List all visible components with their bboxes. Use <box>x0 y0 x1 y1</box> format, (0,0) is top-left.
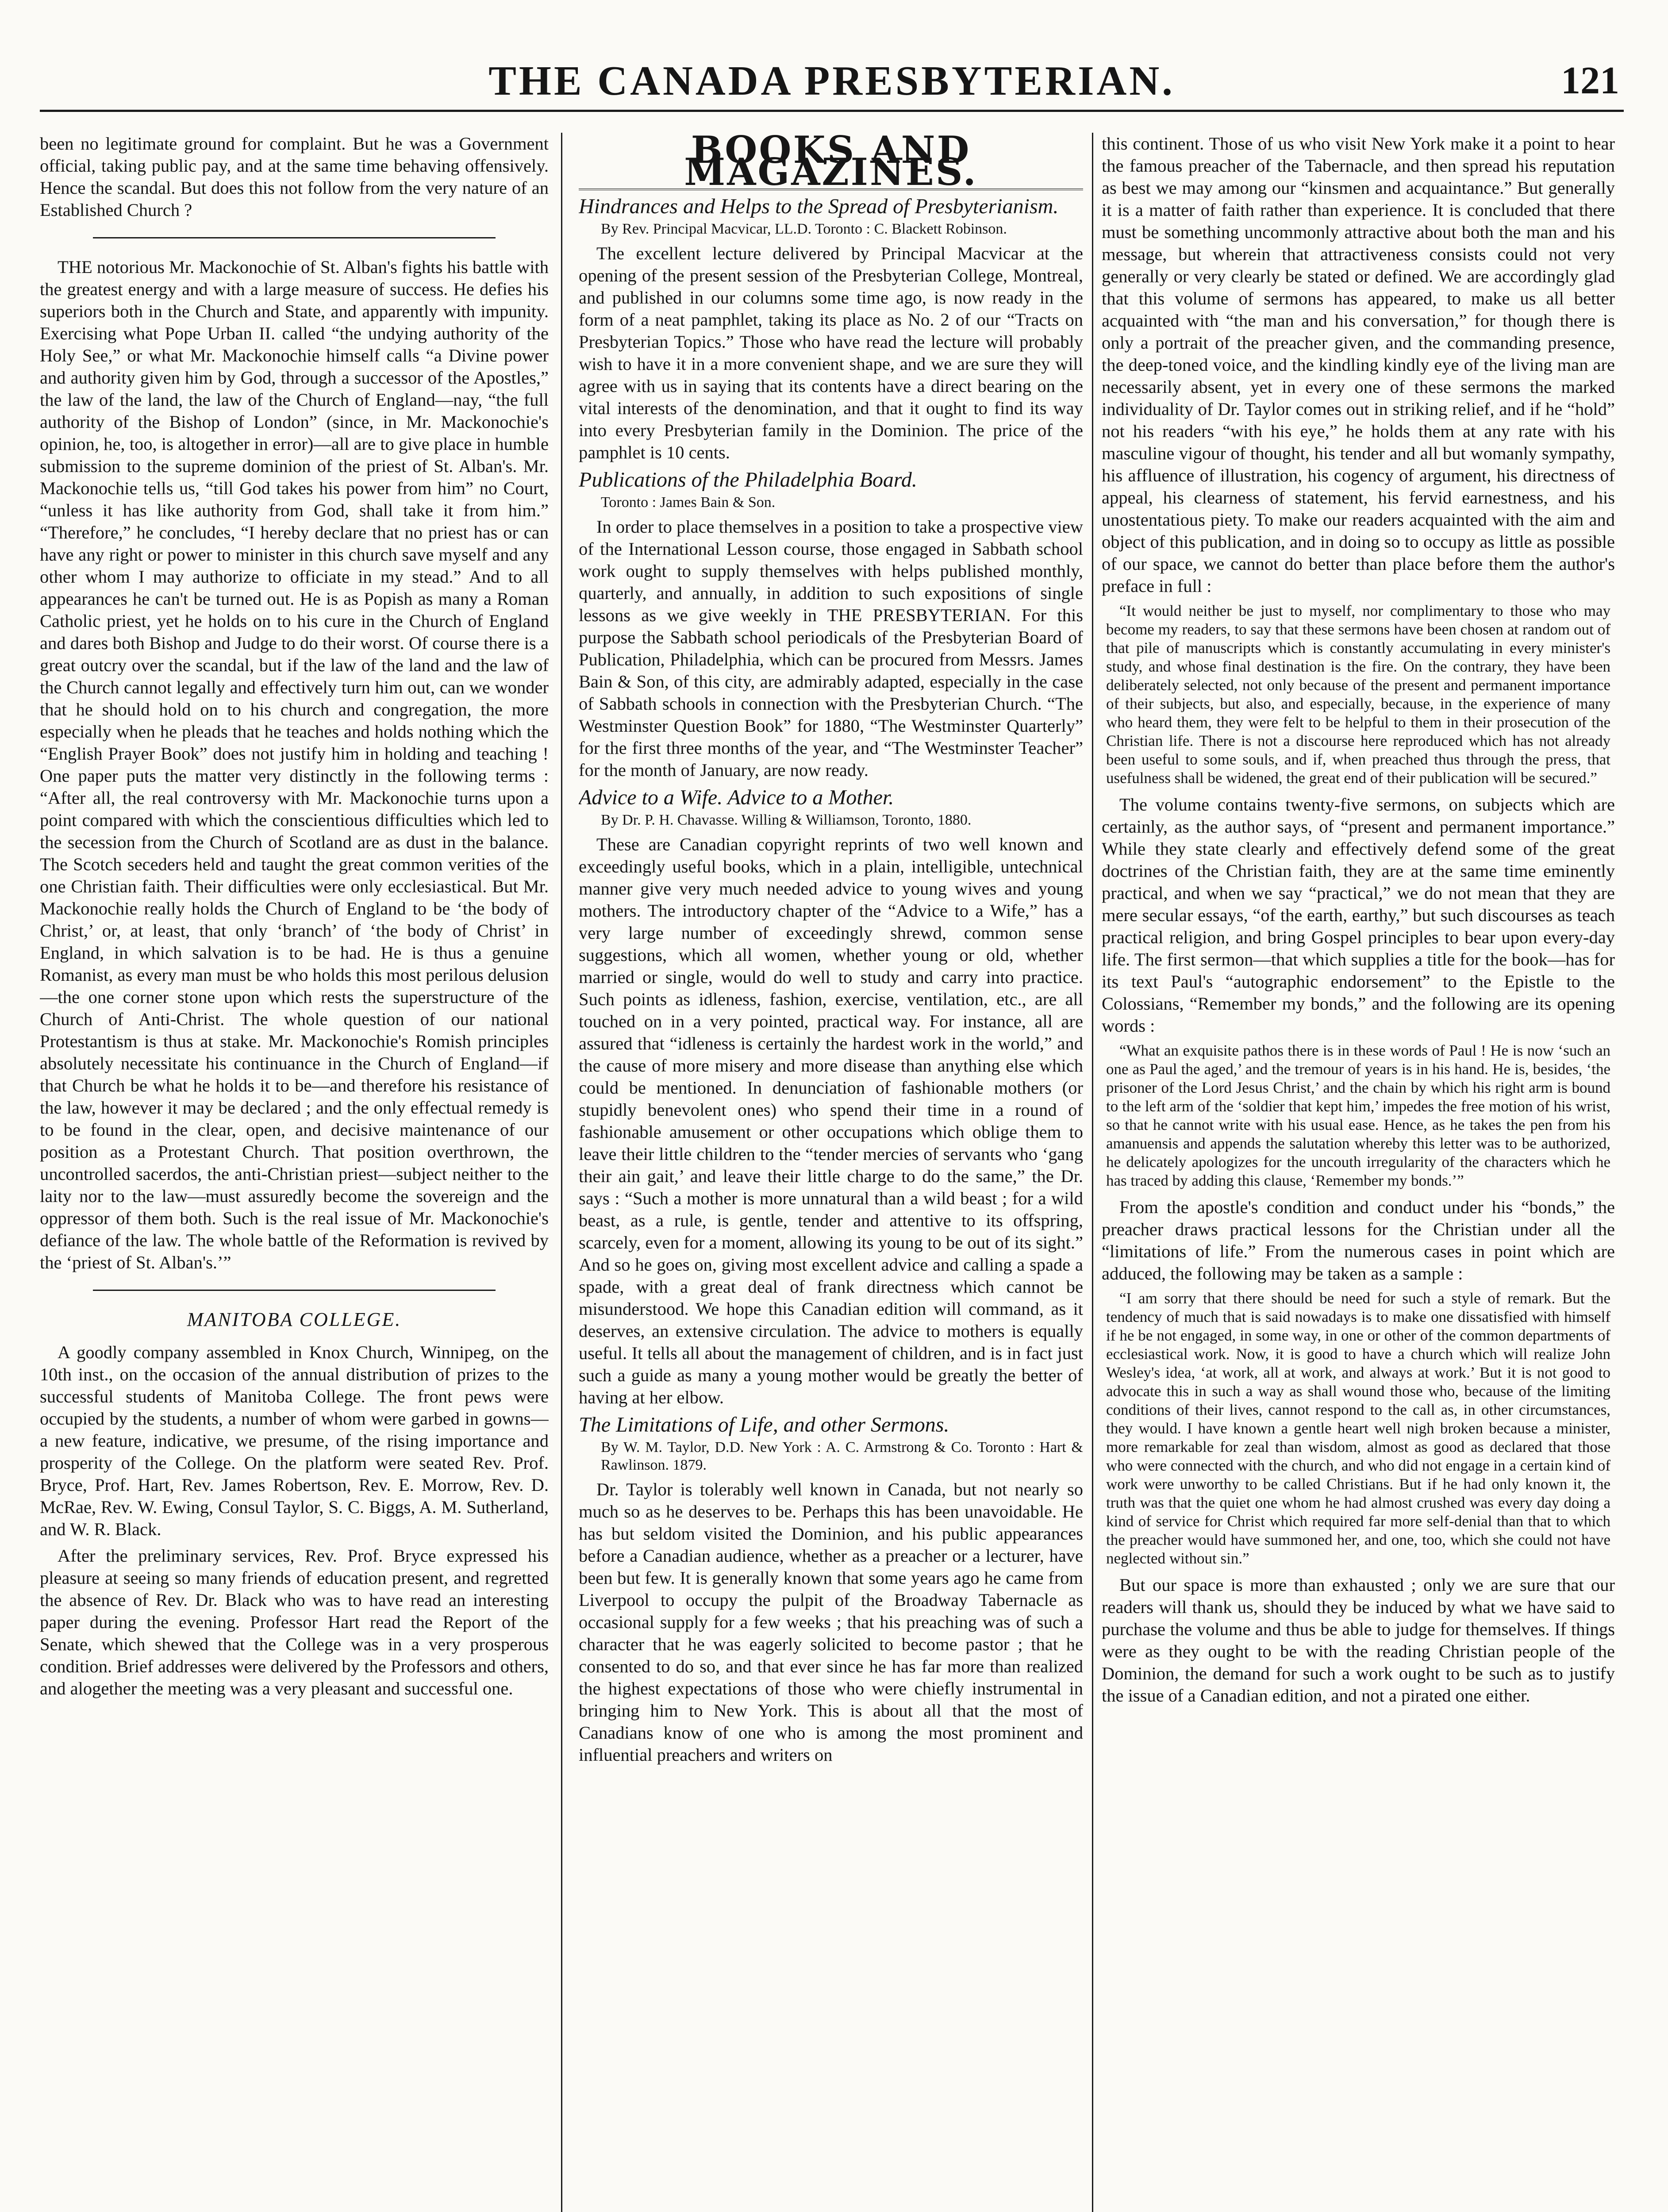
quote-text: “What an exquisite pathos there is in these words of Paul ! He is now ‘such an one as Paul the aged,’ and the tremour of years is in his hand. He is, besides, ‘the prisoner of the Lord Jesus Christ,’ and the chain by which his right arm is bound to the left arm of the ‘soldier that kept him,’ impedes the free motion of his wrist, so that he cannot write with his usual ease. Hence, as he takes the pen from his amanuensis and appends the salutation whereby this letter was to be authorized, he delicately apologizes for the uncouth irregularity of the characters which he has traced by adding this clause, ‘Remember my bonds.’” <box>1106 1042 1610 1189</box>
column-1 <box>40 133 549 2212</box>
column-rule-2 <box>1092 133 1093 2212</box>
review-title: Publications of the Philadelphia Board. <box>579 468 917 492</box>
quote-text: “It would neither be just to myself, nor complimentary to those who may become my readers, to say that these sermons have been chosen at random out of that pile of manuscripts which is constantly accumulating in every minister's study, and whose final destination is the fire. On the contrary, they have been deliberately selected, not only because of the present and permanent importance of their subjects, but also, and especially, because, in the experience of many who heard them, they were felt to be helpful to them in their prosecution of the Christian life. There is not a discourse here reproduced which has not already been useful to some souls, and if, when preached thus through the press, that usefulness shall be widened, the great end of their publication will be secured.” <box>1106 602 1610 787</box>
review-title: Hindrances and Helps to the Spread of Presbyterianism. <box>579 195 1059 218</box>
review-byline: Toronto : James Bain & Son. <box>601 494 776 511</box>
section-title-manitoba: MANITOBA COLLEGE. <box>187 1309 402 1330</box>
column-rule-1 <box>561 133 562 2212</box>
column-2 <box>579 133 1083 2212</box>
divider <box>93 237 496 238</box>
review-byline: By Dr. P. H. Chavasse. Willing & Williamson, Toronto, 1880. <box>601 812 972 828</box>
paragraph: But our space is more than exhausted ; only we are sure that our readers will thank us, should they be induced by what we have said to purchase the volume and thus be able to judge for themselves. If things were as they ought to be with the reading Christian people of the Dominion, the demand for such a work ought to be such as to justify the issue of a Canadian edition, and not a pirated one either. <box>1102 1575 1615 1705</box>
page-number: 121 <box>1561 59 1619 102</box>
review-byline: By Rev. Principal Macvicar, LL.D. Toronto : C. Blackett Robinson. <box>601 221 1007 237</box>
paragraph: From the apostle's condition and conduct under his “bonds,” the preacher draws practical lessons for the Christian under all the “limitations of life.” From the numerous cases in point which are adduced, the following may be taken as a sample : <box>1102 1197 1615 1283</box>
block-quote <box>1106 1289 1610 1568</box>
paragraph: After the preliminary services, Rev. Prof. Bryce expressed his pleasure at seeing so many friends of education present, and regretted the absence of Rev. Dr. Black who was to have read an interesting paper during the evening. Professor Hart read the Report of the Senate, which shewed that the College was in a very prosperous condition. Brief addresses were delivered by the Professors and others, and alogether the meeting was a very pleasant and successful one. <box>40 1546 549 1698</box>
column-3 <box>1102 133 1615 2212</box>
review-title: The Limitations of Life, and other Sermons. <box>579 1413 949 1436</box>
paragraph: A goodly company assembled in Knox Church, Winnipeg, on the 10th inst., on the occasion of the annual distribution of prizes to the successful students of Manitoba College. The front pews were occupied by the students, a number of whom were garbed in gowns—a new feature, indicative, we presume, of the rising importance and prosperity of the College. On the platform were seated Rev. Prof. Bryce, Prof. Hart, Rev. James Robertson, Rev. E. Morrow, Rev. D. McRae, Rev. W. Ewing, Consul Taylor, S. C. Biggs, A. M. Sutherland, and W. R. Black. <box>40 1342 549 1539</box>
paragraph: this continent. Those of us who visit New York make it a point to hear the famous preacher of the Tabernacle, and then spread his reputation as best we may among our “kinsmen and acquaintance.” But generally it is a matter of faith rather than experience. It is concluded that there must be something uncommonly attractive about both the man and his message, but wherein that attractiveness consists could not very generally or very clearly be stated or defined. We are accordingly glad that this volume of sermons has appeared, to make us all better acquainted with “the man and his conversation,” for though there is only a portrait of the preacher given, and the commanding presence, the deep-toned voice, and the kindling kindly eye of the living man are necessarily absent, yet in every one of these sermons the marked individuality of Dr. Taylor comes out in striking relief, and if he “hold” not his readers “with his eye,” he holds them at any rate with his masculine vigour of thought, his tender and all but womanly sympathy, his affluence of illustration, his cogency of argument, his directness of appeal, his clearness of statement, his fervid earnestness, and his unostentatious piety. To make our readers acquainted with the aim and object of this publication, and in doing so to occupy as little as possible of our space, we cannot do better than place before them the author's preface in full : <box>1102 134 1615 596</box>
review-body: In order to place themselves in a position to take a prospective view of the International Lesson course, those engaged in Sabbath school work ought to supply themselves with helps published monthly, quarterly, and annually, in addition to such expositions of single lessons as we give weekly in THE PRESBYTERIAN. For this purpose the Sabbath school periodicals of the Presbyterian Board of Publication, Philadelphia, which can be procured from Messrs. James Bain & Son, of this city, are admirably adapted, especially in the case of Sabbath schools in connection with the Presbyterian Church. “The Westminster Question Book” for 1880, “The Westminster Quarterly” for the first three months of the year, and “The Westminster Teacher” for the month of January, are now ready. <box>579 517 1083 780</box>
review-body: The excellent lecture delivered by Principal Macvicar at the opening of the present session of the Presbyterian College, Montreal, and published in our columns some time ago, is now ready in the form of a neat pamphlet, taking its place as No. 2 of our “Tracts on Presbyterian Topics.” Those who have read the lecture will probably wish to have it in a more convenient shape, and we are sure they will agree with us in saying that its contents have a direct bearing on the vital interests of the denomination, and that it ought to find its way into every Presbyterian family in the Dominion. The price of the pamphlet is 10 cents. <box>579 243 1083 462</box>
paragraph: been no legitimate ground for complaint. But he was a Government official, taking public pay, and at the same time behaving offensively. Hence the scandal. But does this not follow from the very nature of an Established Church ? <box>40 134 549 220</box>
quote-text: “I am sorry that there should be need for such a style of remark. But the tendency of much that is said nowadays is to make one dissatisfied with himself if he be not engaged, in some way, in one or other of the common departments of ecclesiastical work. Now, it is good to have a church which will realize John Wesley's idea, ‘at work, all at work, and always at work.’ But it is not good to advocate this in such a way as shall wound those who, because of the limiting conditions of their lives, cannot respond to the call as, in other circumstances, they would. I have known a gentle heart well nigh broken because a minister, more remarkable for zeal than wisdom, almost as good as declared that those who were connected with the church, and who did not engage in a certain kind of work were unworthy to be called Christians. But if he had only known it, the truth was that the quiet one whom he had almost crushed was every day doing a kind of service for Christ which required far more self-denial than that to which the preacher would have summoned her, and one, too, which she could not have neglected without sin.” <box>1106 1290 1610 1567</box>
section-head-books-magazines: BOOKS AND MAGAZINES. <box>579 139 1083 190</box>
block-quote <box>1106 1041 1610 1190</box>
review-body: These are Canadian copyright reprints of two well known and exceedingly useful books, which in a plain, intelligible, untechnical manner give very much needed advice to young wives and young mothers. The introductory chapter of the “Advice to a Wife,” has a very large number of exceedingly shrewd, common sense suggestions, which all women, whether young or old, whether married or single, would do well to study and carry into practice. Such points as idleness, fashion, exercise, ventilation, etc., are all touched on in a very pointed, practical way. For instance, all are assured that “idleness is certainly the hardest work in the world,” and the cause of more misery and more disease than anything else which could be mentioned. In denunciation of fashionable mothers (or stupidly benevolent ones) who spend their time in a round of fashionable amusement or other occupations which oblige them to leave their little children to the “tender mercies of servants who ‘gang their ain gait,’ and leave their little charge to do the same,” the Dr. says : “Such a mother is more unnatural than a wild beast ; for a wild beast, as a rule, is gentle, tender and attentive to its offspring, scarcely, even for a moment, allowing its young to be out of its sight.” And so he goes on, giving most excellent advice and calling a spade a spade, with a great deal of frank directness which cannot be misunderstood. We hope this Canadian edition will command, as it deserves, an extensive circulation. The advice to mothers is equally useful. It tells all about the management of children, and is in fact just such a guide as many a young mother would be greatly the better of having at her elbow. <box>579 834 1083 1407</box>
paragraph: The volume contains twenty-five sermons, on subjects which are certainly, as the author says, of “present and permanent importance.” While they state clearly and effectively defend some of the great doctrines of the Christian faith, they are at the same time eminently practical, and when we say “practical,” we do not mean that they are mere secular essays, “of the earth, earthy,” but such discourses as teach practical religion, and bring Gospel principles to bear upon every-day life. The first sermon—that which supplies a title for the book—has for its text Paul's “autographic endorsement” to the Epistle to the Colossians, “Remember my bonds,” and the following are its opening words : <box>1102 795 1615 1036</box>
masthead-title: THE CANADA PRESBYTERIAN. <box>488 58 1175 104</box>
paragraph: THE notorious Mr. Mackonochie of St. Alban's fights his battle with the greatest energy and with a large measure of success. He defies his superiors both in the Church and State, and apparently with impunity. Exercising what Pope Urban II. called “the undying authority of the Holy See,” or what Mr. Mackonochie himself calls “a Divine power and authority given him by God, through a successor of the Apostles,” the law of the land, the law of the Church of England—nay, “the full authority of the Bishop of London” (since, in Mr. Mackonochie's opinion, he, too, is altogether in error)—all are to give place in humble submission to the supreme dominion of the priest of St. Alban's. Mr. Mackonochie tells us, “till God takes his power from him” no Court, “unless it has like authority from God, shall take it from him.” “Therefore,” he concludes, “I hereby declare that no priest has or can have any right or power to minister in this church save myself and any other whom I may authorize to officiate in my stead.” And to all appearances he can't be turned out. He is as Popish as many a Roman Catholic priest, yet he holds on to his cure in the Church of England and dares both Bishop and Judge to do their worst. Of course there is a great outcry over the scandal, but if the law of the land and the law of the Church cannot legally and effectively turn him out, can we wonder that he should hold on to his church and congregation, the more especially when he pleads that he teaches and holds nothing which the “English Prayer Book” does not justify him in holding and teaching ! One paper puts the matter very distinctly in the following terms : “After all, the real controversy with Mr. Mackonochie turns upon a point compared with which the conscientious difficulties which led to the secession from the Church of Scotland are as dust in the balance. The Scotch seceders held and taught the great common verities of the one Christian faith. Their difficulties were only ecclesiastical. But Mr. Mackonochie really holds the Church of England to be ‘the body of Christ,’ or, at least, that only ‘branch’ of ‘the body of Christ’ in England, in which salvation is to be had. He is thus a genuine Romanist, as every man must be who holds this most perilous delusion—the one corner stone upon which rests the superstructure of the Church of Anti-Christ. The whole question of our national Protestantism is thus at stake. Mr. Mackonochie's Romish principles absolutely necessitate his continuance in the Church of England—if that Church be what he holds it to be—and therefore his resistance of the law, however it may be declared ; and the only effectual remedy is to be found in the clear, open, and decisive maintenance of our position as a Protestant Church. That position overthrown, the uncontrolled sacerdos, the anti-Christian priest—subject neither to the laity nor to the law—must assuredly become the sovereign and the oppressor of them both. Such is the real issue of Mr. Mackonochie's defiance of the law. The whole battle of the Reformation is revived by the ‘priest of St. Alban's.’” <box>40 257 549 1272</box>
review-byline: By W. M. Taylor, D.D. New York : A. C. Armstrong & Co. Toronto : Hart & Rawlinson. 1879. <box>601 1439 1083 1473</box>
masthead <box>40 52 1624 112</box>
block-quote <box>1106 602 1610 787</box>
review-body: Dr. Taylor is tolerably well known in Canada, but not nearly so much so as he deserves to be. Perhaps this has been unavoidable. He has but seldom visited the Dominion, and his public appearances before a Canadian audience, whether as a preacher or a lecturer, have been but few. It is generally known that some years ago he came from Liverpool to occupy the pulpit of the Broadway Tabernacle as occasional supply for a few weeks ; that his preaching was of such a character that he was eagerly solicited to become pastor ; that he consented to do so, and that ever since he has far more than realized the highest expectations of those who were chiefly instrumental in bringing him to New York. This is about all that the most of Canadians know of one who is among the most prominent and influential preachers and writers on <box>579 1479 1083 1765</box>
review-title: Advice to a Wife. Advice to a Mother. <box>579 786 894 809</box>
divider <box>93 1290 496 1291</box>
